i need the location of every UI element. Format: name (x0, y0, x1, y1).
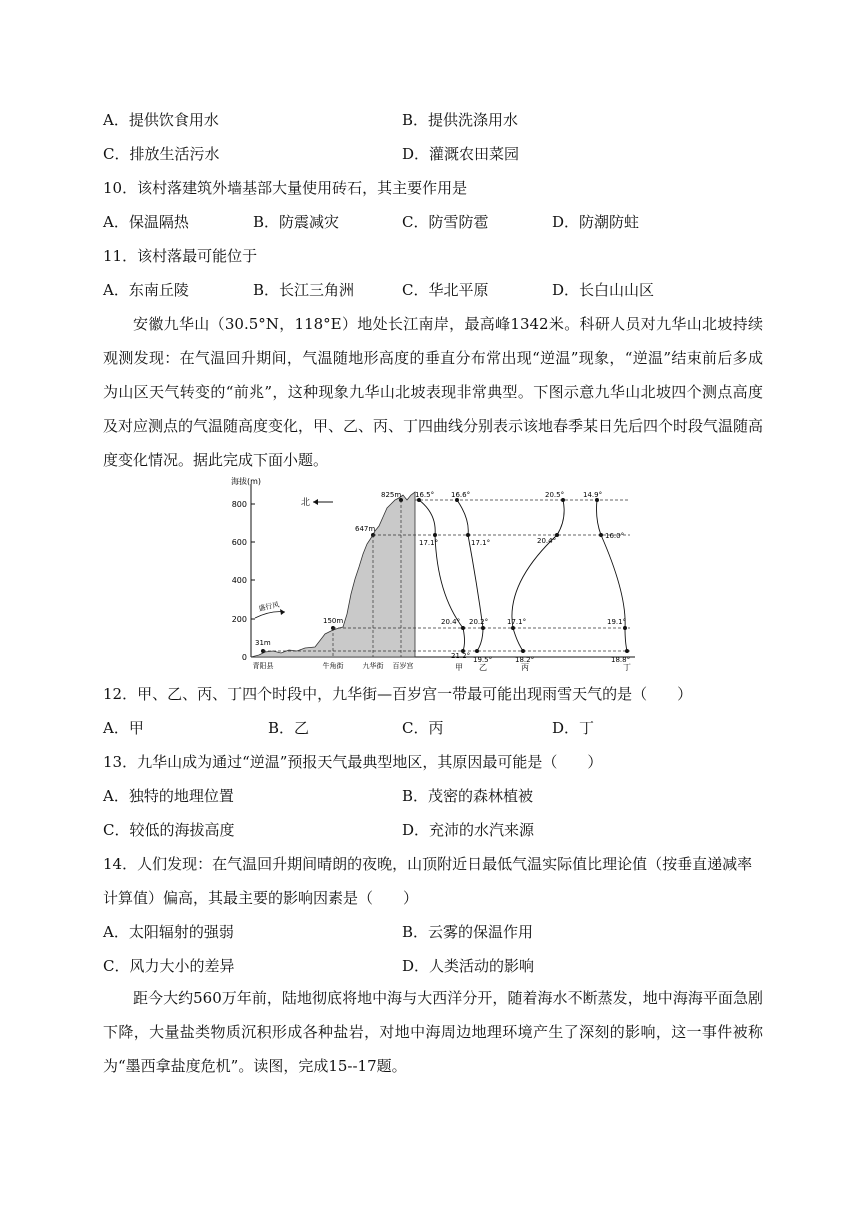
temp-bing-3: 17.1° (507, 618, 527, 626)
q10-option-a: A．保温隔热 (103, 213, 189, 231)
q10-stem: 10．该村落建筑外墙基部大量使用砖石，其主要作用是 (103, 179, 468, 197)
temp-yi-4: 19.5° (473, 656, 493, 664)
y-tick-0: 0 (241, 653, 247, 662)
temp-jia-1: 16.5° (415, 491, 435, 499)
q11-option-a: A．东南丘陵 (103, 281, 189, 299)
temp-jia-3: 20.4° (441, 618, 461, 626)
temp-ding-1: 14.9° (583, 491, 603, 499)
q9-option-a: A．提供饮食用水 (103, 111, 219, 129)
jiuhua-temperature-figure (225, 474, 645, 674)
terrain-profile (251, 492, 415, 657)
q14-stem-line1: 14．人们发现：在气温回升期间晴朗的夜晚，山顶附近日最低气温实际值比理论值（按垂直递减率 (103, 855, 753, 873)
temp-yi-2: 17.1° (471, 539, 491, 547)
temp-bing-2: 20.4° (537, 537, 557, 545)
q11-option-c: C．华北平原 (402, 281, 489, 299)
passage-jiuhua: 安徽九华山（30.5°N，118°E）地处长江南岸，最高峰1342米。科研人员对九华山北坡持续观测发现：在气温回升期间，气温随地形高度的垂直分布常出现“逆温”现象，“逆温”结束前后多成为山区天气转变的“前兆”，这种现象九华山北坡表现非常典型。下图示意九华山北坡四个测点高度及对应测点的气温随高度变化，甲、乙、丙、丁四曲线分别表示该地春季某日先后四个时段气温随高度变化情况。据此完成下面小题。 (103, 315, 764, 469)
temp-ding-2: 16.0° (605, 532, 625, 540)
elev-150: 150m (323, 617, 344, 625)
q14-stem-line2: 计算值）偏高，其最主要的影响因素是（ ） (103, 889, 419, 907)
temp-yi-3: 20.2° (469, 618, 489, 626)
q11-option-b: B．长江三角洲 (253, 281, 355, 299)
q11-stem: 11．该村落最可能位于 (103, 247, 258, 265)
elev-647: 647m (355, 525, 376, 533)
elev-825: 825m (381, 491, 402, 499)
curve-name-jia: 甲 (455, 663, 463, 672)
curve-ding (597, 500, 628, 651)
q13-option-a: A．独特的地理位置 (103, 787, 234, 805)
elev-31: 31m (255, 639, 271, 647)
q9-option-c: C．排放生活污水 (103, 145, 220, 163)
station-jiuhuajie: 九华街 (362, 662, 384, 670)
q12-option-a: A．甲 (103, 719, 144, 737)
temp-bing-1: 20.5° (545, 491, 565, 499)
passage-messinian: 距今大约560万年前，陆地彻底将地中海与大西洋分开，随着海水不断蒸发，地中海海平面急剧下降，大量盐类物质沉积形成各种盐岩，对地中海周边地理环境产生了深刻的影响，这一事件被称为“墨西拿盐度危机”。读图，完成15--17题。 (103, 989, 763, 1075)
temp-jia-2: 17.1° (419, 539, 439, 547)
q10-option-d: D．防潮防蛀 (552, 213, 640, 231)
q13-stem: 13．九华山成为通过“逆温”预报天气最典型地区，其原因最可能是（ ） (103, 753, 603, 771)
y-tick-400: 400 (231, 576, 247, 585)
q14-option-d: D．人类活动的影响 (402, 957, 535, 975)
q10-option-c: C．防雪防雹 (402, 213, 489, 231)
y-tick-800: 800 (231, 500, 247, 509)
q10-option-b: B．防震减灾 (253, 213, 340, 231)
q9-option-b: B．提供洗涤用水 (402, 111, 519, 129)
curve-name-yi: 乙 (479, 663, 487, 672)
curve-name-ding: 丁 (623, 663, 631, 672)
curve-name-bing: 丙 (521, 663, 529, 672)
q12-option-d: D．丁 (552, 719, 595, 737)
station-baisuigong: 百岁宫 (392, 662, 414, 670)
q14-option-a: A．太阳辐射的强弱 (103, 923, 234, 941)
y-tick-200: 200 (231, 615, 247, 624)
y-tick-600: 600 (231, 538, 247, 547)
temp-yi-1: 16.6° (451, 491, 471, 499)
q14-option-c: C．风力大小的差异 (103, 957, 235, 975)
q14-option-b: B．云雾的保温作用 (402, 923, 534, 941)
q12-stem: 12．甲、乙、丙、丁四个时段中，九华街—百岁宫一带最可能出现雨雪天气的是（ ） (103, 685, 693, 703)
temp-ding-4: 18.8° (611, 656, 631, 664)
station-niujiaojie: 牛角街 (322, 662, 344, 670)
q11-option-d: D．长白山山区 (552, 281, 655, 299)
q13-option-b: B．茂密的森林植被 (402, 787, 534, 805)
q12-option-b: B．乙 (268, 719, 310, 737)
temp-bing-4: 18.2° (515, 656, 535, 664)
q12-option-c: C．丙 (402, 719, 444, 737)
temp-ding-3: 19.1° (607, 618, 627, 626)
y-axis-title: 海拔(m) (231, 477, 262, 486)
north-label: 北 (301, 498, 311, 508)
q9-option-d: D．灌溉农田菜园 (402, 145, 520, 163)
station-qingyang: 青阳县 (252, 662, 274, 670)
temp-jia-4: 21.2° (451, 652, 471, 660)
wind-label: 盛行风 (257, 600, 280, 613)
q13-option-d: D．充沛的水汽来源 (402, 821, 535, 839)
q13-option-c: C．较低的海拔高度 (103, 821, 235, 839)
